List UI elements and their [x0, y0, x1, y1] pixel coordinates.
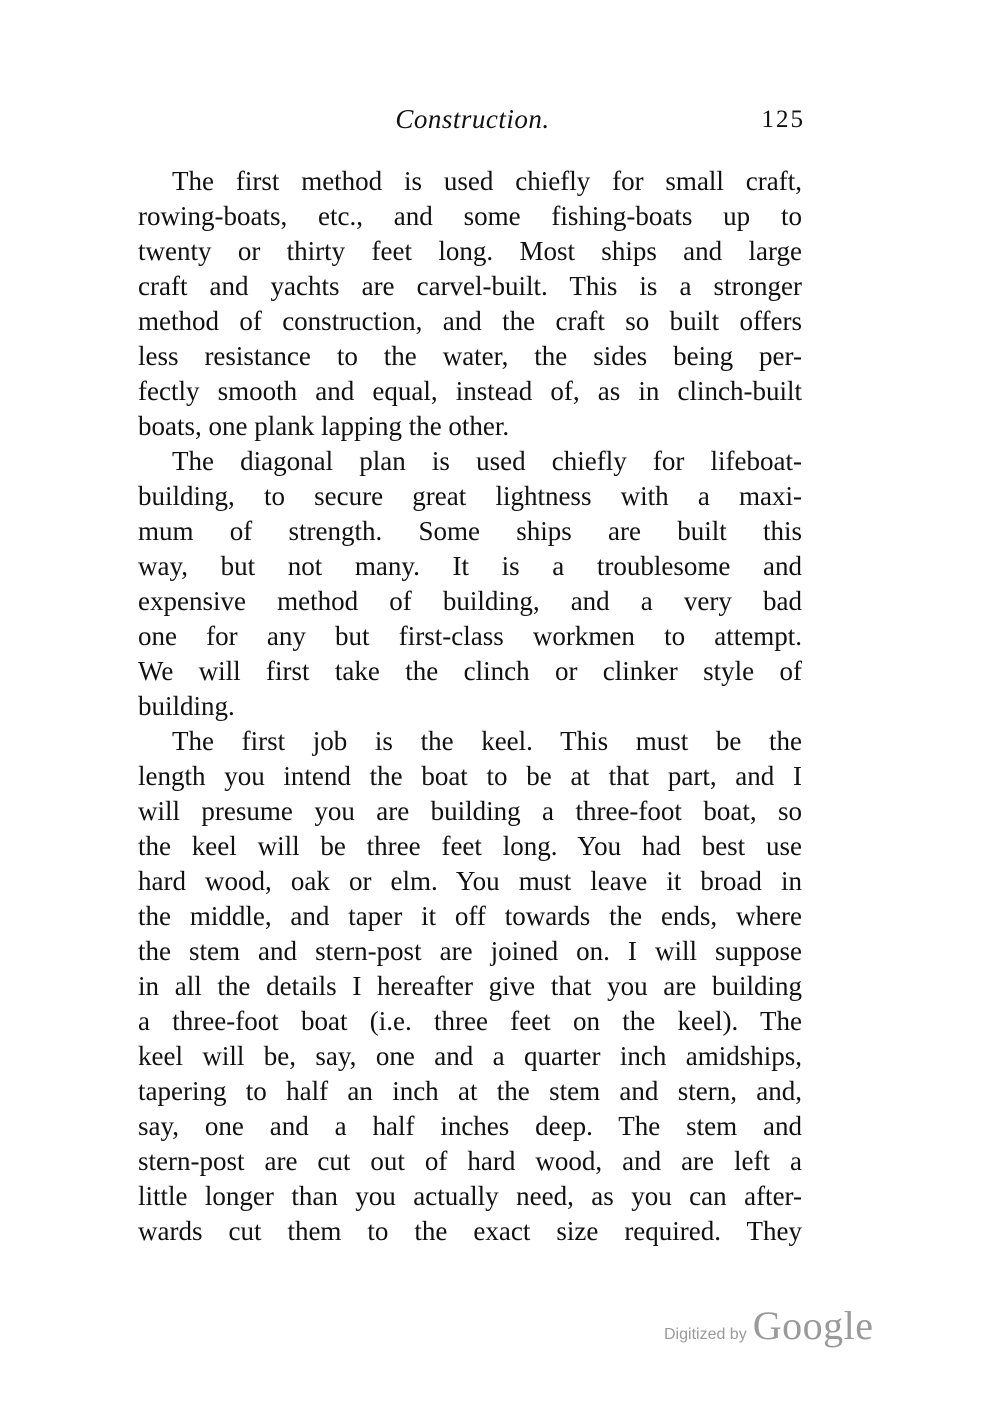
- running-title: Construction.: [395, 104, 550, 134]
- text-line: one for any but first-class workmen to attempt.: [138, 621, 802, 651]
- text-line: rowing-boats, etc., and some fishing-boats up to: [138, 201, 802, 231]
- text-line: stern-post are cut out of hard wood, and are left a: [138, 1146, 802, 1176]
- text-line: in all the details I hereafter give that you are building: [138, 971, 802, 1001]
- text-line: say, one and a half inches deep. The stem and: [138, 1111, 802, 1141]
- running-head: [140, 104, 805, 144]
- text-line: will presume you are building a three-foot boat, so: [138, 796, 802, 826]
- text-line: fectly smooth and equal, instead of, as in clinch-built: [138, 376, 802, 406]
- text-line: keel will be, say, one and a quarter inch amidships,: [138, 1041, 802, 1071]
- body-text: [138, 164, 802, 1249]
- text-line: We will first take the clinch or clinker style of: [138, 656, 802, 686]
- text-line: length you intend the boat to be at that part, and I: [138, 761, 802, 791]
- watermark-prefix: Digitized by: [664, 1326, 747, 1343]
- text-line: twenty or thirty feet long. Most ships and large: [138, 236, 802, 266]
- google-logo: Google: [752, 1303, 874, 1348]
- text-line: The first method is used chiefly for small craft,: [172, 166, 802, 196]
- text-line: mum of strength. Some ships are built this: [138, 516, 802, 546]
- text-line: method of construction, and the craft so built offers: [138, 306, 802, 336]
- text-line: the keel will be three feet long. You had best use: [138, 831, 802, 861]
- text-line: little longer than you actually need, as you can after-: [138, 1181, 802, 1211]
- text-line: the middle, and taper it off towards the ends, where: [138, 901, 802, 931]
- text-line: the stem and stern-post are joined on. I will suppose: [138, 936, 802, 966]
- text-line: craft and yachts are carvel-built. This is a stronger: [138, 271, 802, 301]
- digitized-watermark: [664, 1302, 873, 1349]
- text-line: The diagonal plan is used chiefly for lifeboat-: [172, 446, 802, 476]
- text-line: building, to secure great lightness with a maxi-: [138, 481, 802, 511]
- text-line: boats, one plank lapping the other.: [138, 411, 510, 441]
- text-line: tapering to half an inch at the stem and stern, and,: [138, 1076, 802, 1106]
- page-number: 125: [761, 106, 805, 133]
- text-line: less resistance to the water, the sides being per-: [138, 341, 802, 371]
- text-line: way, but not many. It is a troublesome and: [138, 551, 802, 581]
- text-line: building.: [138, 691, 235, 721]
- text-line: expensive method of building, and a very bad: [138, 586, 802, 616]
- text-line: a three-foot boat (i.e. three feet on the keel). The: [138, 1006, 802, 1036]
- text-line: The first job is the keel. This must be the: [172, 726, 802, 756]
- text-line: wards cut them to the exact size required. They: [138, 1216, 802, 1246]
- text-line: hard wood, oak or elm. You must leave it broad in: [138, 866, 802, 896]
